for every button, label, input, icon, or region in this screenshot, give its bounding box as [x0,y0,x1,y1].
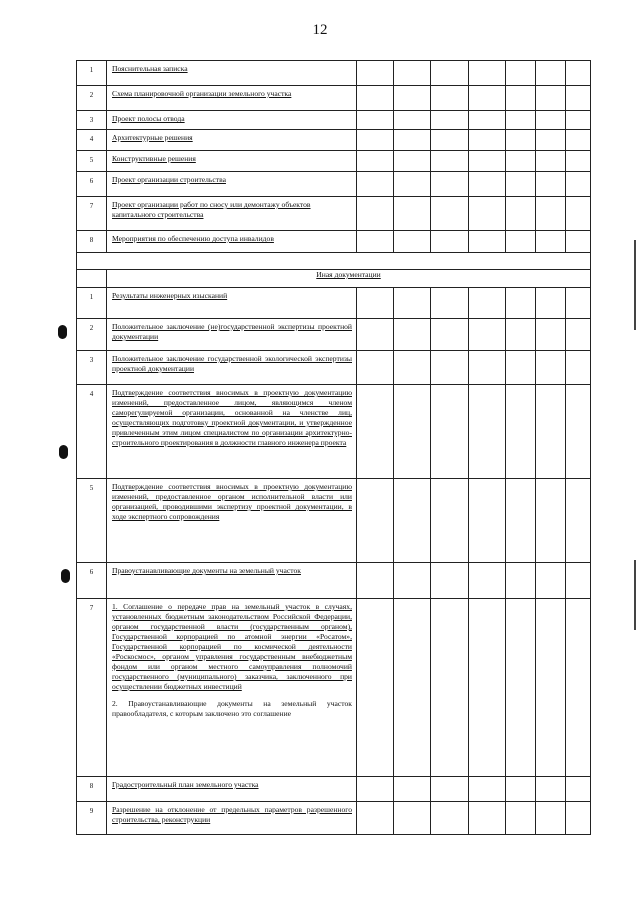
empty-cell [536,777,566,802]
empty-cell [469,319,506,351]
empty-cell [357,563,394,599]
table-row [77,231,591,253]
row-title-text: Проект полосы отвода [112,114,185,123]
empty-cell [431,86,469,111]
empty-cell [431,319,469,351]
row-number: 5 [77,151,107,172]
empty-cell [469,288,506,319]
empty-cell [506,172,536,197]
empty-cell [469,777,506,802]
table-row [77,151,591,172]
row-title-text: Схема планировочной организации земельного участка [112,89,292,98]
table-row [77,563,591,599]
empty-cell [506,599,536,777]
row-title-text: Результаты инженерных изысканий [112,291,228,300]
empty-cell [566,197,591,231]
row-title-text: Проект организации строительства [112,175,226,184]
empty-cell [431,61,469,86]
empty-cell [357,61,394,86]
empty-cell [536,172,566,197]
empty-cell [566,130,591,151]
scan-edge [634,560,636,630]
row-title-text: Пояснительная записка [112,64,188,73]
empty-cell [506,351,536,385]
empty-cell [394,599,431,777]
empty-row [77,253,591,270]
empty-cell [357,479,394,563]
section-header-row [77,270,591,288]
empty-cell [566,151,591,172]
empty-cell [536,151,566,172]
row-title [107,351,357,385]
row-title-text: Градостроительный план земельного участка [112,780,259,789]
table-row [77,802,591,835]
empty-cell [431,111,469,130]
row-title [107,385,357,479]
empty-cell [566,479,591,563]
table-row [77,111,591,130]
table-row [77,86,591,111]
table-row [77,197,591,231]
empty-cell [431,777,469,802]
empty-cell [394,197,431,231]
empty-cell [394,288,431,319]
row-number: 8 [77,231,107,253]
empty-cell [431,599,469,777]
row-title-text: Разрешение на отклонение от предельных параметров разрешенного строительства, реконструкции [112,805,352,824]
empty-cell [506,479,536,563]
document-table [76,60,591,835]
empty-cell [506,111,536,130]
row-number: 9 [77,802,107,835]
empty-cell [566,231,591,253]
empty-cell [431,802,469,835]
row-title [107,288,357,319]
row-number: 2 [77,86,107,111]
empty-cell [394,231,431,253]
empty-cell [566,319,591,351]
empty-cell [536,197,566,231]
table-row [77,777,591,802]
empty-cell [566,61,591,86]
empty-cell [536,111,566,130]
empty-cell [469,351,506,385]
empty-cell [469,563,506,599]
row-title [107,61,357,86]
table-row [77,319,591,351]
empty-cell [394,151,431,172]
empty-cell [469,197,506,231]
empty-cell [536,563,566,599]
row-number: 2 [77,319,107,351]
table-row [77,61,591,86]
section-title: Иная документации [107,270,591,288]
empty-cell [431,130,469,151]
row-title-text: Проект организации работ по сносу или демонтажу объектов капитального строительства [112,200,311,219]
row-number: 4 [77,130,107,151]
empty-cell [357,130,394,151]
empty-cell [536,599,566,777]
row-title [107,151,357,172]
empty-cell [506,777,536,802]
empty-cell [469,385,506,479]
row-number: 7 [77,599,107,777]
table-row [77,351,591,385]
empty-cell [357,599,394,777]
empty-cell [431,172,469,197]
empty-cell [469,130,506,151]
empty-cell [357,151,394,172]
empty-cell [357,319,394,351]
empty-cell [536,351,566,385]
table-row [77,385,591,479]
row-title [107,231,357,253]
row-number: 8 [77,777,107,802]
empty-cell [566,802,591,835]
row-title [107,802,357,835]
row-title [107,479,357,563]
row-title [107,563,357,599]
empty-cell [394,172,431,197]
row-title [107,599,357,777]
row-number: 6 [77,563,107,599]
empty-cell [536,231,566,253]
row-title [107,777,357,802]
empty-cell [536,86,566,111]
row-number: 7 [77,197,107,231]
empty-cell [357,385,394,479]
empty-cell [566,172,591,197]
empty-cell [536,61,566,86]
empty-cell [357,288,394,319]
empty-cell [394,351,431,385]
row-title-text: Конструктивные решения [112,154,196,163]
row-title-text: Подтверждение соответствия вносимых в проектную документацию изменений, предоставленное лицом, являющимся членом саморегулируемой организации, основанной на членстве лиц, осуществляющих подготовку проектной документации, и утвержденное привлеченным этим лицом специалистом по организации архитектурно-строительного проектирования в должности главного инженера проекта [112,388,352,447]
row-title-text: Подтверждение соответствия вносимых в проектную документацию изменений, предоставленное органом исполнительной власти или организацией, проводившими экспертизу проектной документации, в ходе экспертного сопровождения [112,482,352,521]
row-title-text: Архитектурные решения [112,133,193,142]
empty-cell [506,385,536,479]
punch-hole [61,569,70,583]
empty-cell [357,802,394,835]
empty-cell [394,563,431,599]
punch-hole [59,445,68,459]
table-row [77,288,591,319]
row-title [107,197,357,231]
punch-hole [58,325,67,339]
empty-cell [431,385,469,479]
empty-cell [431,231,469,253]
empty-cell [394,385,431,479]
empty-cell [506,197,536,231]
empty-cell [536,802,566,835]
empty-cell [506,86,536,111]
row-title-text: Правоустанавливающие документы на земельный участок [112,566,301,575]
scan-edge [634,240,636,330]
row-title [107,86,357,111]
row-title-text: Положительное заключение (не)государственной экспертизы проектной документации [112,322,352,341]
empty-cell [506,802,536,835]
empty-cell [536,130,566,151]
empty-cell [536,385,566,479]
table-row [77,599,591,777]
empty-cell [431,351,469,385]
row-title-text: Положительное заключение государственной экологической экспертизы проектной документации [112,354,352,373]
empty-cell [394,802,431,835]
empty-cell [506,563,536,599]
row-title [107,111,357,130]
empty-cell [469,86,506,111]
empty-cell [357,111,394,130]
row-number: 3 [77,111,107,130]
empty-cell [469,479,506,563]
empty-cell [506,130,536,151]
empty-cell [566,86,591,111]
row-number: 1 [77,288,107,319]
empty-cell [506,231,536,253]
row-number: 6 [77,172,107,197]
row-number: 3 [77,351,107,385]
empty-cell [431,197,469,231]
empty-cell [506,61,536,86]
empty-cell [566,563,591,599]
empty-cell [357,777,394,802]
empty-cell [394,111,431,130]
empty-cell [536,319,566,351]
empty-cell [536,288,566,319]
table-row [77,172,591,197]
empty-cell [394,86,431,111]
empty-cell [357,86,394,111]
empty-cell [357,197,394,231]
row-title [107,130,357,151]
empty-cell [431,563,469,599]
table-row [77,130,591,151]
row-number: 4 [77,385,107,479]
empty-cell [536,479,566,563]
empty-cell [357,231,394,253]
empty-cell [566,599,591,777]
empty-cell [469,111,506,130]
empty-cell [394,130,431,151]
empty-cell [506,151,536,172]
empty-cell [394,479,431,563]
empty-cell [357,172,394,197]
empty-cell [566,351,591,385]
empty-cell [506,319,536,351]
empty-cell [431,288,469,319]
table-row [77,479,591,563]
empty-cell [469,231,506,253]
empty-cell [566,288,591,319]
empty-cell [566,385,591,479]
empty-cell [431,479,469,563]
empty-cell [469,802,506,835]
row-title-text: Мероприятия по обеспечению доступа инвалидов [112,234,274,243]
row-title-text: 1. Соглашение о передаче прав на земельный участок в случаях, установленных бюджетным законодательством Российской Федерации, органом государственной власти (государственным органом), Государственной корпорацией по атомной энергии «Росатом», Государственной корпорацией по космической деятельности «Роскосмос», органом управления государственным внебюджетным фондом или органом местного самоуправления полномочий государственного (муниципального) заказчика, заключенного при осуществлении бюджетных инвестиций [112,602,352,691]
empty-cell [77,270,107,288]
empty-cell [566,111,591,130]
empty-cell [566,777,591,802]
empty-cell [506,288,536,319]
empty-cell [394,777,431,802]
empty-cell [469,151,506,172]
empty-cell [469,599,506,777]
empty-cell [431,151,469,172]
empty-cell [469,61,506,86]
empty-cell [394,319,431,351]
empty-cell [77,253,591,270]
empty-cell [469,172,506,197]
row-title [107,319,357,351]
row-title [107,172,357,197]
empty-cell [394,61,431,86]
row-number: 5 [77,479,107,563]
empty-cell [357,351,394,385]
row-number: 1 [77,61,107,86]
page-number: 12 [312,22,328,38]
row-title-text-2: 2. Правоустанавливающие документы на земельный участок правообладателя, с которым заключено это соглашение [112,699,352,718]
